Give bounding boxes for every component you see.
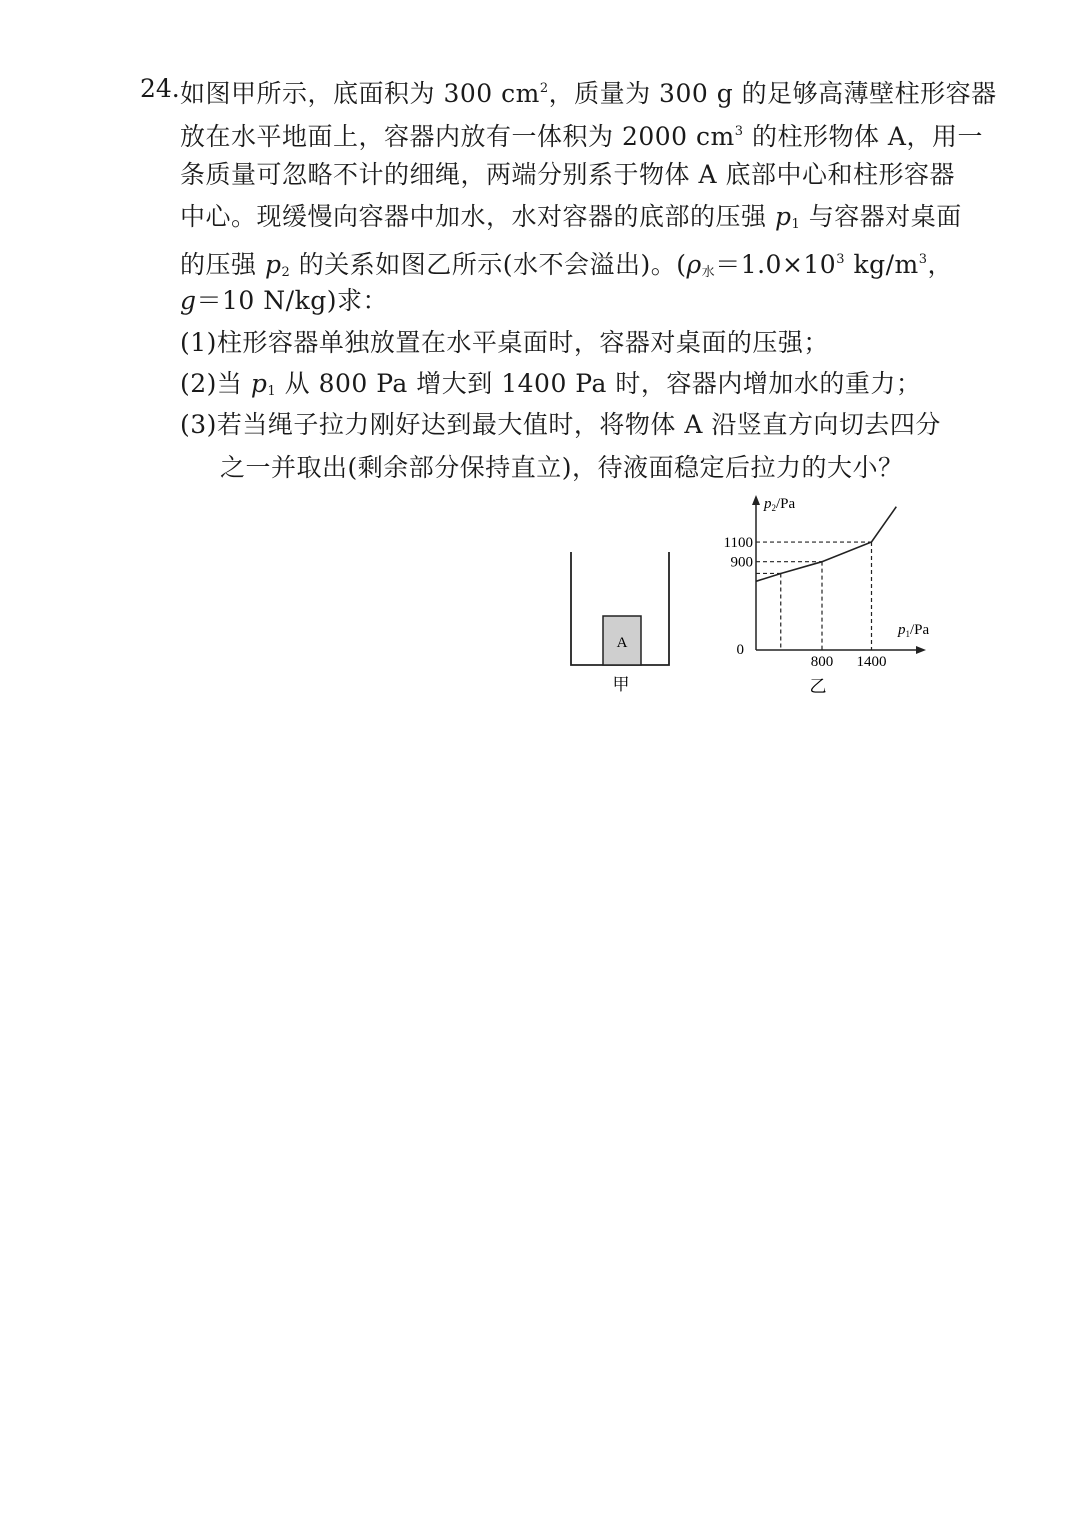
x-tick-label-800: 800: [810, 654, 834, 670]
sub-question-2: (2)当 $p_1$ 从 800 Pa 增大到 1400 Pa 时，容器内增加水的重力；: [180, 369, 922, 399]
object-a-label: A: [616, 635, 628, 651]
figure-yi-caption: 乙: [809, 677, 827, 696]
question-line-6: g＝10 N/kg)求：: [180, 286, 388, 315]
x-axis-label: $p_1/Pa$: [898, 622, 930, 639]
figure-jia: [571, 552, 669, 694]
question-number: 24.: [140, 74, 180, 103]
figure-yi-chart: [724, 495, 930, 696]
question-line-3: 条质量可忽略不计的细绳，两端分别系于物体 A 底部中心和柱形容器: [180, 160, 955, 189]
y-tick-label-1100: 1100: [723, 535, 753, 552]
y-axis-label: $p_2/Pa$: [764, 496, 796, 513]
question-line-1: 如图甲所示，底面积为 300 $cm^2$，质量为 300 g 的足够高薄壁柱形容器: [180, 79, 997, 108]
figure-jia-caption: 甲: [612, 675, 630, 694]
sub-question-3-line-1: (3)若当绳子拉力刚好达到最大值时，将物体 A 沿竖直方向切去四分: [180, 410, 941, 439]
x-tick-label-1400: 1400: [856, 654, 887, 670]
origin-label: 0: [736, 642, 744, 658]
y-axis-arrow: [752, 495, 760, 505]
sub-question-3-line-2: 之一并取出(剩余部分保持直立)，待液面稳定后拉力的大小？: [220, 453, 904, 482]
figures: [0, 0, 1080, 720]
y-tick-label-900: 900: [730, 554, 753, 571]
sub-question-1: (1)柱形容器单独放置在水平桌面时，容器对桌面的压强；: [180, 328, 829, 357]
reference-lines: [756, 542, 872, 650]
question-line-2: 放在水平地面上，容器内放有一体积为 2000 $cm^3$ 的柱形物体 A，用一: [180, 122, 983, 151]
series-line: [756, 507, 896, 582]
question-line-5: 的压强 $p_2$ 的关系如图乙所示(水不会溢出)。($\rho_水=1.0\times 10^3$ $kg/m^3$，: [180, 250, 954, 280]
question-line-4: 中心。现缓慢向容器中加水，水对容器的底部的压强 $p_1$ 与容器对桌面: [180, 202, 962, 232]
x-axis-arrow: [916, 646, 926, 654]
